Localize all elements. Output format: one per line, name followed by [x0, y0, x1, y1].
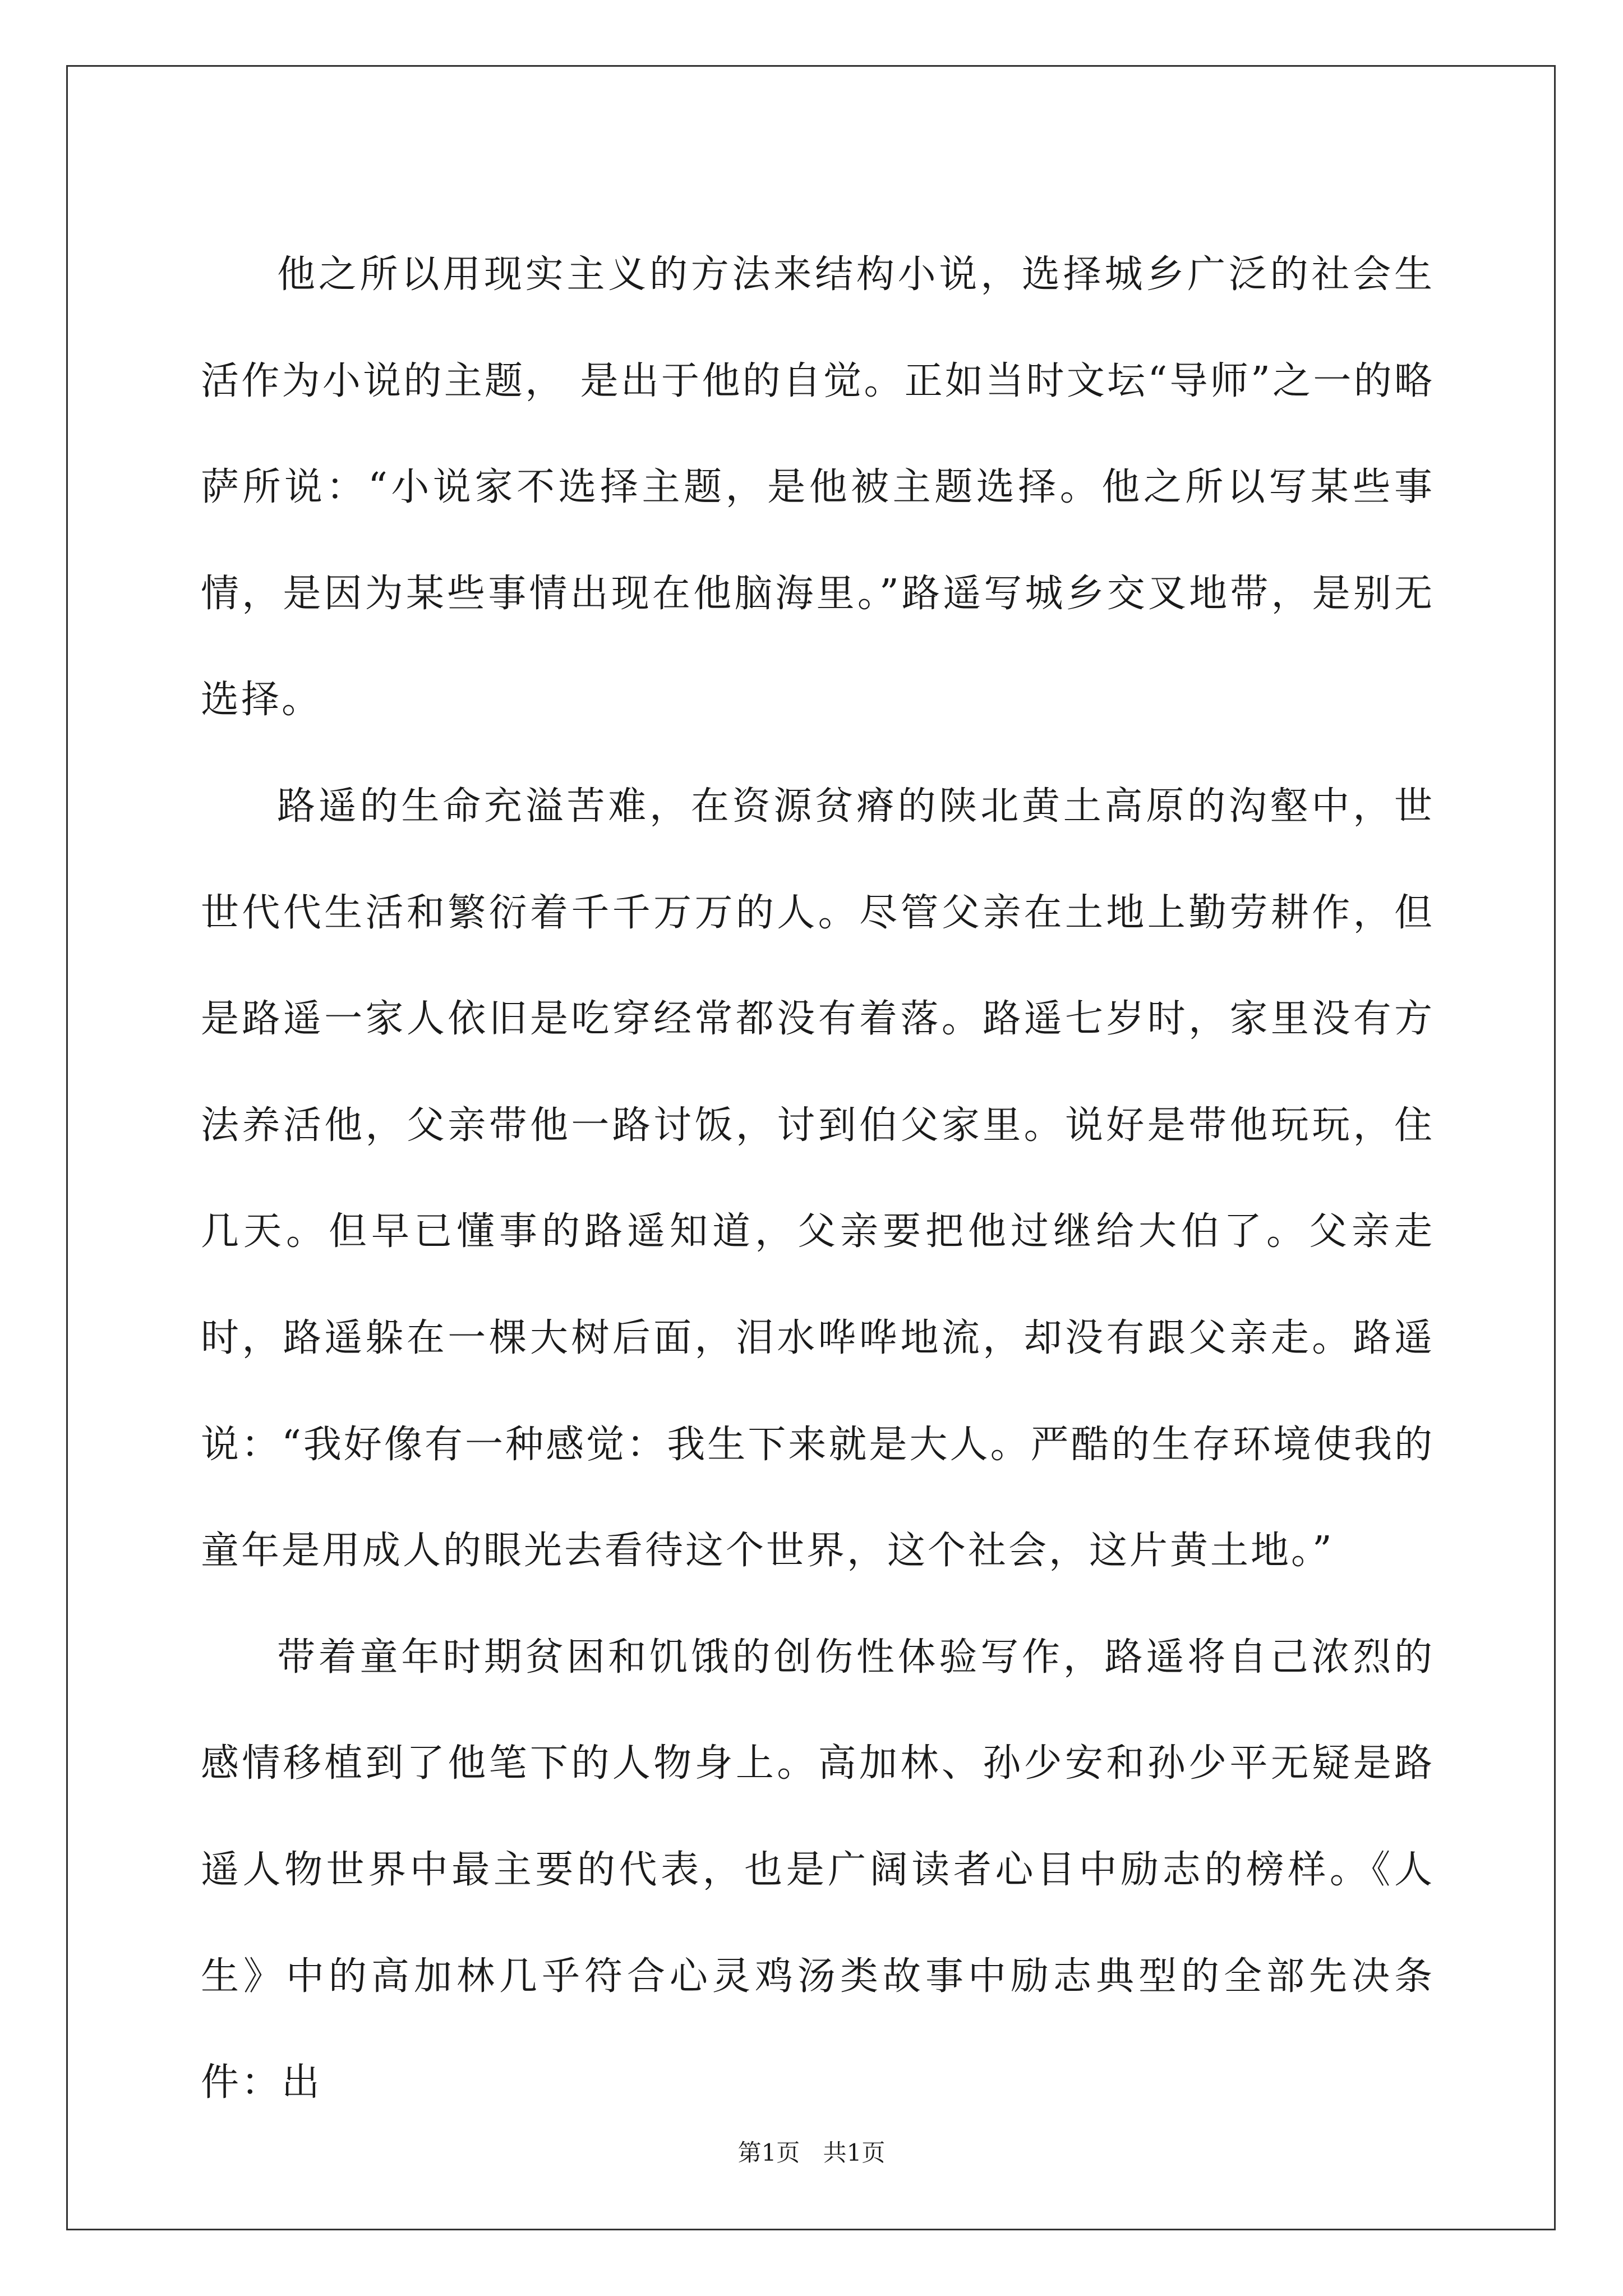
page-footer [0, 2134, 1623, 2168]
paragraph-2: 路遥的生命充溢苦难，在资源贫瘠的陕北黄土高原的沟壑中，世世代代生活和繁衍着千千万万的人。尽管父亲在土地上勤劳耕作，但是路遥一家人依旧是吃穿经常都没有着落。路遥七岁时，家里没有方法养活他，父亲带他一路讨饭，讨到伯父家里。说好是带他玩玩，住几天。但早已懂事的路遥知道，父亲要把他过继给大伯了。父亲走时，路遥躲在一棵大树后面，泪水哗哗地流，却没有跟父亲走。路遥说：“我好像有一种感觉：我生下来就是大人。严酷的生存环境使我的童年是用成人的眼光去看待这个世界，这个社会，这片黄土地。” [201, 784, 1435, 1573]
document-body [201, 222, 1435, 2136]
paragraph-3: 带着童年时期贫困和饥饿的创伤性体验写作，路遥将自己浓烈的感情移植到了他笔下的人物身上。高加林、孙少安和孙少平无疑是路遥人物世界中最主要的代表，也是广阔读者心目中励志的榜样。《人生》中的高加林几乎符合心灵鸡汤类故事中励志典型的全部先决条件：出 [201, 1635, 1435, 2105]
page-number: 第1页 [737, 2139, 800, 2166]
page-total: 共1页 [823, 2139, 886, 2166]
paragraph-1: 他之所以用现实主义的方法来结构小说，选择城乡广泛的社会生活作为小说的主题， 是出于他的自觉。正如当时文坛“导师”之一的略萨所说：“小说家不选择主题，是他被主题选择。他之所以写某些事情，是因为某些事情出现在他脑海里。”路遥写城乡交叉地带，是别无选择。 [201, 252, 1435, 723]
